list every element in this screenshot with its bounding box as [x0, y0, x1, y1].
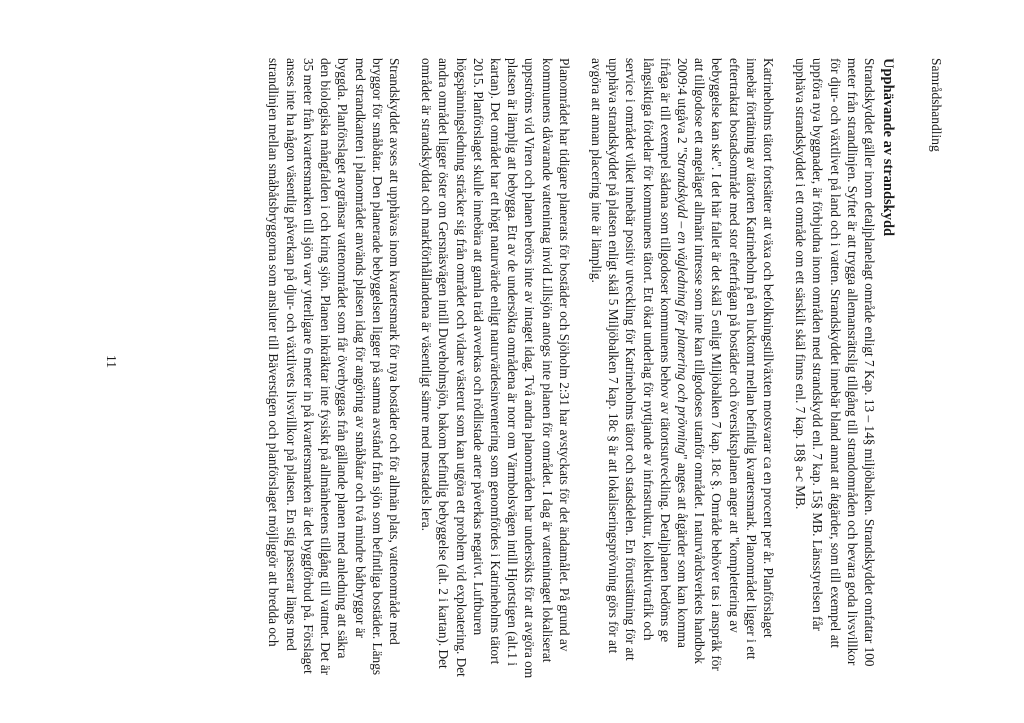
handbook-title: Strandskydd – en vägledning för planering och prövning: [674, 152, 690, 455]
running-head: Samrådshandling: [929, 58, 944, 152]
paragraph-text: " anges att åtgärder som kan komma ifråga är till exempel sådana som tillgodoser kommunens behov av tätortsutveckling. Detaljplanen bedöms ge långsiktiga fördelar för kommunens tätort. Ett ökat underlag för nyttjande av infrastruktur, kollektivtrafik och service i området vilket innebär positiv utveckling för Katrineholms tätort och stadsdelen. En förutsättning för att upphäva strandskyddet på platsen enligt skäl 5 Miljöbalken 7 kap. 18c § är att lokaliseringsprövning görs för att avgöra att annan placering inte är lämplig.: [588, 58, 690, 661]
paragraph-localisation: Planområdet har tidigare planerats för bostäder och Sjöholm 2:31 har avstyckats för det ändamålet. På grund av kommunens dåvarande vattenintag invid Lillsjön antogs inte planen för området. I dag är vattenintaget lokaliserat uppströms vid Viren och planen berörs inte av intaget idag. Två andra planområden har undersökts för att avgöra om platsen är lämplig att bebygga. Ett av de undersökta områdena är norr om Värmbolsvägen intill Hjortstigen (alt.1 i kartan). Det området har ett högt naturvärde enligt naturvärdesinventering som genomfördes i Katrineholms tätort 2015. Planförslaget skulle innebära att gamla träd avverkas och rödlistade arter påverkas negativt. Luftburen högspänningsledning sträcker sig från området och vidare västerut som kan utgöra ett problem vid exploatering. Det andra området ligger öster om Gersnäsvägen intill Duveholmsjön, bakom befintlig bebyggelse (alt. 2 i kartan). Det området är strandskyddat och markförhållandena är väsentligt sämre med mestadels lera.: [419, 58, 572, 679]
paragraph-text: Katrineholms tätort fortsätter att växa och befolkningstillväxten motsvarar ca en procent per år. Planförslaget innebär förtätning av tätorten Katrineholm på en lucktomt mellan befintlig kvartersmark. Planområdet ligger i ett eftertraktat bostadsområde med stor efterfrågan på bostäder och översiktsplanen anger att "komplettering av bebyggelse kan ske". I det här fallet är det skäl 5 enligt Miljöbalken 7 kap. 18c §. Område behöver tas i anspråk för att tillgodose ett angeläget allmänt intresse som inte kan tillgodoses utanför området. I naturvårdsverkets handbok 2009:4 utgåva 2 ": [674, 58, 776, 671]
section-heading: Upphävande av strandskydd: [880, 58, 896, 237]
page-number: 11: [104, 355, 119, 368]
paragraph-upphavande: Strandskyddet avses att upphävas inom kvartersmark för nya bostäder och för allmän plats, vattenområde med bryggor för småbåtar. Den planerade bebyggelsen ligger på samma avstånd från sjön som befintliga bostäder. Längs med strandkanten i planområdet används platsen idag för angöring av småbåtar och två mindre båtbryggor är byggda. Planförslaget avgränsar vattenområdet som får överbyggas från gällande planen med anledning att säkra den biologiska mångfalden i och kring sjön. Planen inkräktar inte fysiskt på allmänhetens tillgång till vattnet. Det är 35 meter från kvartersmarken till sjön varv ytterligare 6 meter in på kvartersmarken är det byggförbud på. Förslaget anses inte ha någon väsentlig påverkan på djur- och växtlivets livsvillkor på platsen. En stig passerar längs med strandlinjen mellan småbåtsbryggorna som ansluter till Bäverstigen och planförslaget möjliggör att bredda och: [266, 58, 402, 676]
paragraph-strandskydd-rules: Strandskyddet gäller inom detaljplanelagt område enligt 7 Kap. 13 – 14§ miljöbalken. Strandskyddet omfattar 100 meter från strandlinjen. Syftet är att trygga allemansrättslig tillgång till strandområden och bevara goda livsvillkor för djur- och växtlivet på land och i vatten. Strandskyddet innebär bland annat att åtgärder, som till exempel att uppföra nya byggnader, är förbjudna inom områden med strandskydd enl. 7 kap. 15§ MB. Länsstyrelsen får upphäva strandskyddet i ett område om ett särskilt skäl finns enl. 7 kap. 18§ a-c MB.: [793, 58, 877, 667]
paragraph-katrineholm-growth: [588, 58, 777, 679]
